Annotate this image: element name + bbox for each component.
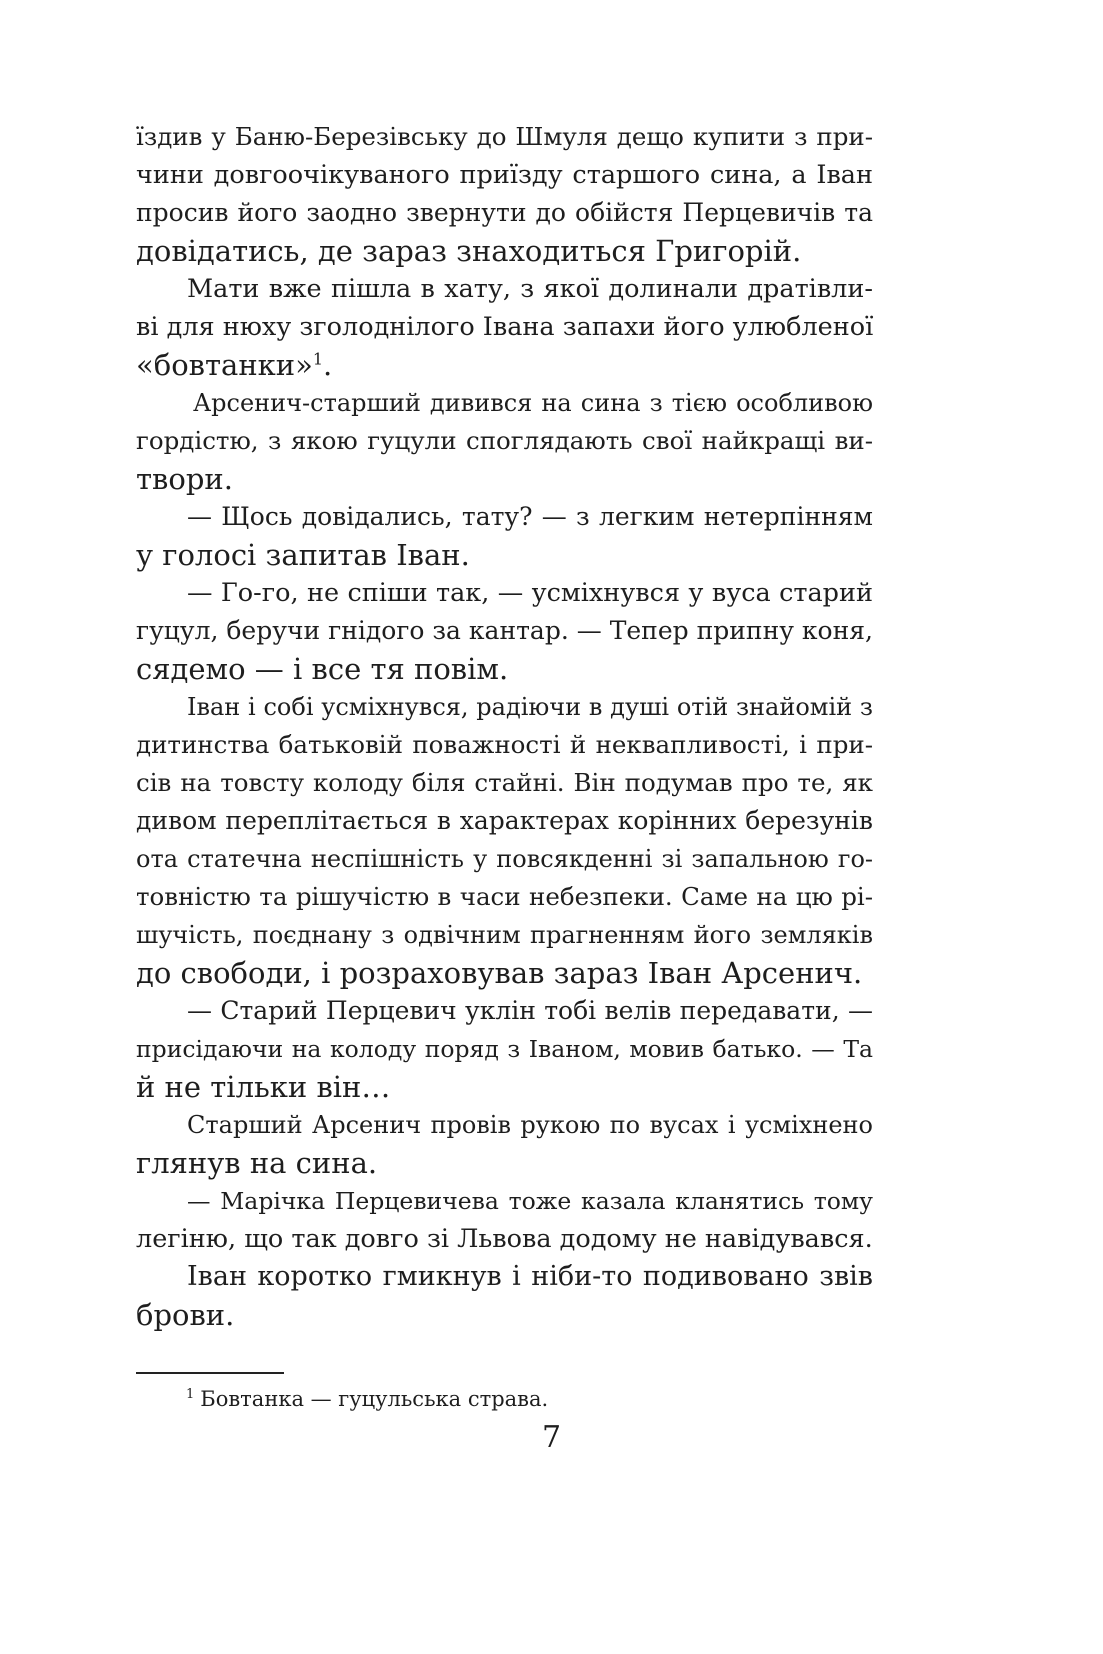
- footnote: [186, 1385, 548, 1413]
- text-line: сів на товсту колоду біля стайні. Він подумав про те, як: [136, 768, 873, 797]
- text-line: твори.: [136, 462, 233, 496]
- text-line: гуцул, беручи гнідого за кантар. — Тепер припну коня,: [136, 616, 873, 645]
- text-line: — Старий Перцевич уклін тобі велів передавати, —: [187, 996, 873, 1025]
- text-line: чини довгоочікуваного приїзду старшого сина, а Іван: [136, 160, 873, 190]
- text-line: товністю та рішучістю в часи небезпеки. Саме на цю рі-: [136, 882, 873, 911]
- footnoted-word: «бовтанки»: [136, 348, 313, 382]
- text-line: й не тільки він…: [136, 1070, 391, 1104]
- text-line: брови.: [136, 1298, 235, 1332]
- text-line: Старший Арсенич провів рукою по вусах і усміхнено: [187, 1111, 873, 1139]
- text-line: дитинства батьковій поважності й неквапливості, і при-: [136, 730, 873, 759]
- text-line: присідаючи на колоду поряд з Іваном, мовив батько. — Та: [136, 1035, 873, 1063]
- text-line: — Марічка Перцевичева тоже казала кланятись тому: [187, 1187, 873, 1215]
- text-line: легіню, що так довго зі Львова додому не навідувався.: [136, 1224, 873, 1254]
- text-line: — Щось довідались, тату? — з легким нетерпінням: [187, 502, 873, 531]
- text-line: Іван і собі усміхнувся, радіючи в душі отій знайомій з: [187, 693, 873, 721]
- sentence-end: .: [323, 348, 333, 382]
- text-line: дивом переплітається в характерах корінних березунів: [136, 806, 873, 835]
- footnote-separator: [136, 1372, 284, 1374]
- page-number: 7: [541, 1420, 562, 1455]
- text-line: їздив у Баню-Березівську до Шмуля дещо купити з при-: [136, 122, 873, 151]
- footnote-text: Бовтанка — гуцульська страва.: [200, 1387, 549, 1411]
- text-line: довідатись, де зараз знаходиться Григорій.: [136, 234, 802, 268]
- text-line: шучість, поєднану з одвічним прагненням його земляків: [136, 921, 873, 949]
- text-line: глянув на сина.: [136, 1146, 378, 1180]
- text-line: Мати вже пішла в хату, з якої долинали дратівли-: [187, 274, 873, 304]
- text-line: до свободи, і розраховував зараз Іван Арсенич.: [136, 956, 863, 990]
- text-line: [136, 346, 873, 384]
- text-line: — Го-го, не спіши так, — усміхнувся у вуса старий: [187, 578, 873, 608]
- text-line: гордістю, з якою гуцули споглядають свої найкращі ви-: [136, 426, 873, 455]
- text-line: ві для нюху зголоднілого Івана запахи його улюбленої: [136, 312, 874, 342]
- footnote-mark: 1: [186, 1387, 195, 1402]
- text-line: Арсенич-старший дивився на сина з тією особливою: [193, 389, 873, 417]
- text-line: Іван коротко гмикнув і ніби-то подивовано звів: [187, 1261, 873, 1292]
- text-line: у голосі запитав Іван.: [136, 538, 470, 572]
- text-line: сядемо — і все тя повім.: [136, 652, 509, 686]
- text-line: ота статечна неспішність у повсякденні зі запальною го-: [136, 845, 873, 873]
- footnote-reference[interactable]: 1: [312, 349, 324, 369]
- text-line: просив його заодно звернути до обійстя Перцевичів та: [136, 198, 873, 227]
